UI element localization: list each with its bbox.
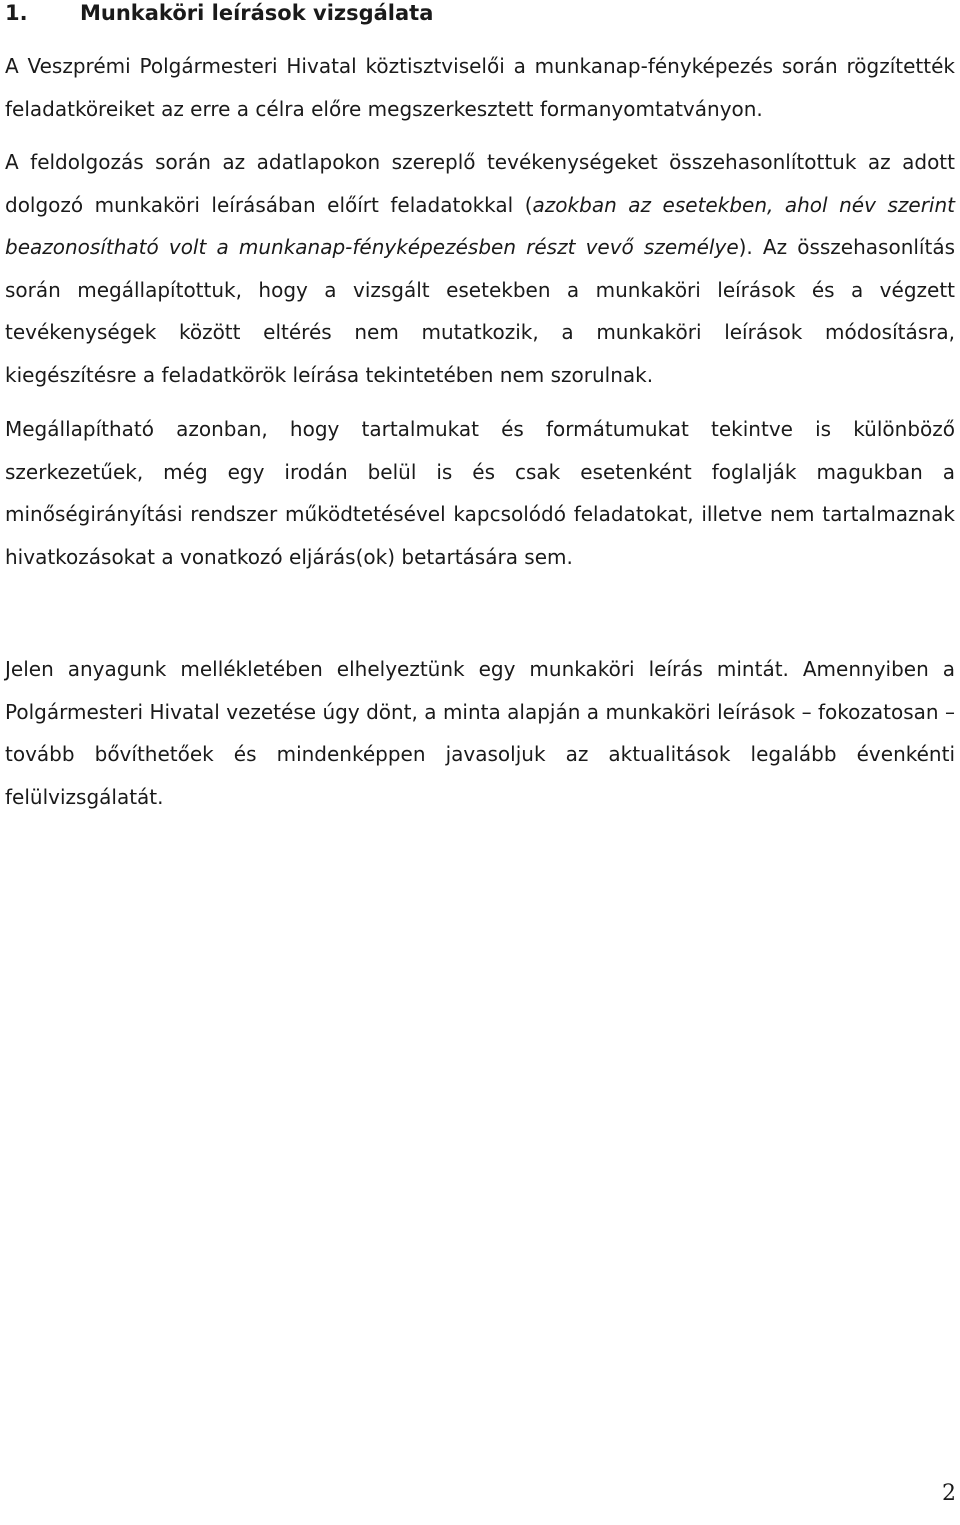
paragraph-processing-text-2: ). Az összehasonlítás során megállapítottuk, hogy a vizsgált esetekben a munkaköri leírások és a végzett tevékenységek között eltérés nem mutatkozik, a munkaköri leírások módosításra, kiegészítésre a feladatkörök leírása tekintetében nem szorulnak.	[5, 235, 956, 387]
paragraph-intro: A Veszprémi Polgármesteri Hivatal köztisztviselői a munkanap-fényképezés során rögzítették feladatköreiket az erre a célra előre megszerkesztett formanyomtatványon.	[5, 54, 955, 121]
paragraph-processing-italic: azokban az esetekben, ahol név szerint beazonosítható volt a munkanap-fényképezésben részt vevő személye	[5, 192, 955, 259]
page-number: 2	[942, 1481, 956, 1506]
paragraph-processing	[5, 141, 955, 396]
document-page	[5, 0, 955, 818]
section-number: 1.	[5, 1, 28, 25]
section-title: Munkaköri leírások vizsgálata	[80, 1, 434, 25]
paragraph-recommendation: Jelen anyagunk mellékletében elhelyeztünk egy munkaköri leírás mintát. Amennyiben a Polgármesteri Hivatal vezetése úgy dönt, a minta alapján a munkaköri leírások – fokozatosan – tovább bővíthetőek és mindenképpen javasoljuk az aktualitások legalább évenkénti felülvizsgálatát.	[5, 657, 955, 809]
section-heading	[5, 0, 955, 26]
paragraph-processing-text-1: A feldolgozás során az adatlapokon szereplő tevékenységeket összehasonlítottuk az adott dolgozó munkaköri leírásában előírt feladatokkal (	[5, 150, 955, 217]
paragraph-findings: Megállapítható azonban, hogy tartalmukat és formátumukat tekintve is különböző szerkezetűek, még egy irodán belül is és csak esetenként foglalják magukban a minőségirányítási rendszer működtetésével kapcsolódó feladatokat, illetve nem tartalmaznak hivatkozásokat a vonatkozó eljárás(ok) betartására sem.	[5, 417, 955, 569]
